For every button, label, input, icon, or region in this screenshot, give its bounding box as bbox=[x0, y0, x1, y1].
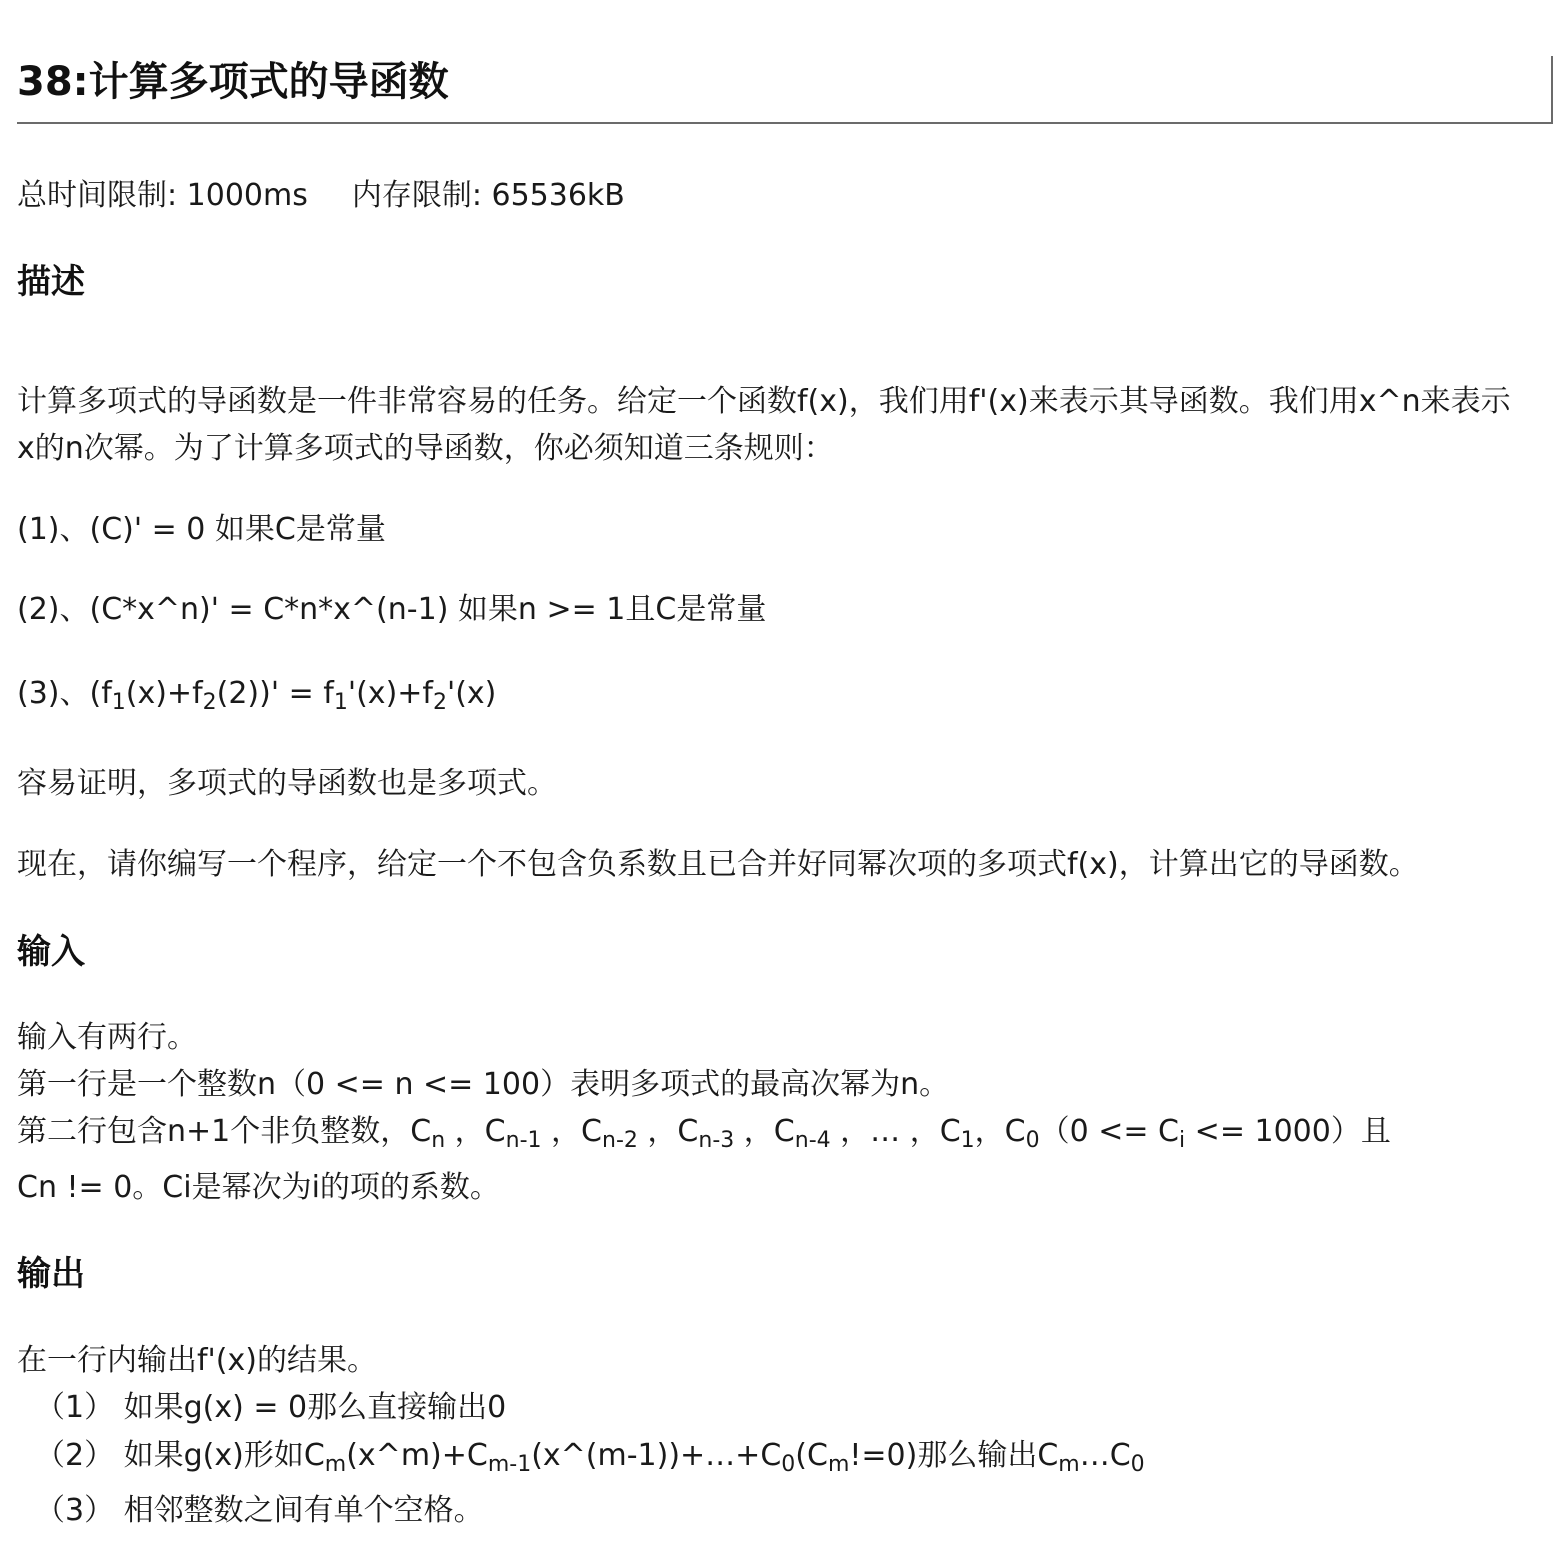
output-line-1: 在一行内输出f'(x)的结果。 bbox=[17, 1343, 377, 1378]
time-limit: 总时间限制: 1000ms bbox=[17, 178, 308, 213]
input-line-3: 第二行包含n+1个非负整数，$C_n$ ，$C_{n-1}$ ，$C_{n-2}$ ，$C_{n-3}$ ，$C_{n-4}$ ，… ，$C_1$，$C_0(0 <= C_i <= 1000)$且 bbox=[17, 1114, 1391, 1153]
rule-2: (2)、(C*x^n)' = C*n*x^(n-1) 如果n >= 1且C是常量 bbox=[17, 592, 767, 627]
input-line-2: 第一行是一个整数n（0 <= n <= 100）表明多项式的最高次幂为n。 bbox=[17, 1067, 950, 1102]
task-text: 现在，请你编写一个程序，给定一个不包含负系数且已合并好同幂次项的多项式f(x)，计算出它的导函数。 bbox=[17, 847, 1419, 882]
output-item-2: （2） 如果g(x)形如$C_m(x\^{}m)+C_{m-1}(x\^{}(m-1))+\dots+C_0(C_m!=0)$那么输出$C_m\dots C_0$ bbox=[35, 1438, 1145, 1477]
output-heading: 输出 bbox=[17, 1254, 85, 1294]
title-bar bbox=[17, 56, 1553, 124]
page-title: 38:计算多项式的导函数 bbox=[17, 59, 449, 105]
description-intro: 计算多项式的导函数是一件非常容易的任务。给定一个函数f(x)，我们用f'(x)来表示其导函数。我们用x^n来表示x的n次幂。为了计算多项式的导函数，你必须知道三条规则： bbox=[17, 384, 1511, 466]
proof-text: 容易证明，多项式的导函数也是多项式。 bbox=[17, 766, 557, 801]
rule-3: (3)、$(f_1(x)+f_2(2))' = f_1'(x)+f_2'(x)$ bbox=[17, 676, 497, 715]
limits bbox=[17, 176, 625, 216]
memory-limit: 内存限制: 65536kB bbox=[351, 178, 625, 213]
input-line-1: 输入有两行。 bbox=[17, 1020, 197, 1055]
output-item-1: （1） 如果g(x) = 0那么直接输出0 bbox=[35, 1390, 507, 1425]
description-heading: 描述 bbox=[17, 262, 85, 302]
output-item-3: （3） 相邻整数之间有单个空格。 bbox=[35, 1493, 484, 1528]
input-line-4: Cn != 0。Ci是幂次为i的项的系数。 bbox=[17, 1170, 500, 1205]
input-heading: 输入 bbox=[17, 932, 85, 972]
rule-1: (1)、(C)' = 0 如果C是常量 bbox=[17, 512, 386, 547]
